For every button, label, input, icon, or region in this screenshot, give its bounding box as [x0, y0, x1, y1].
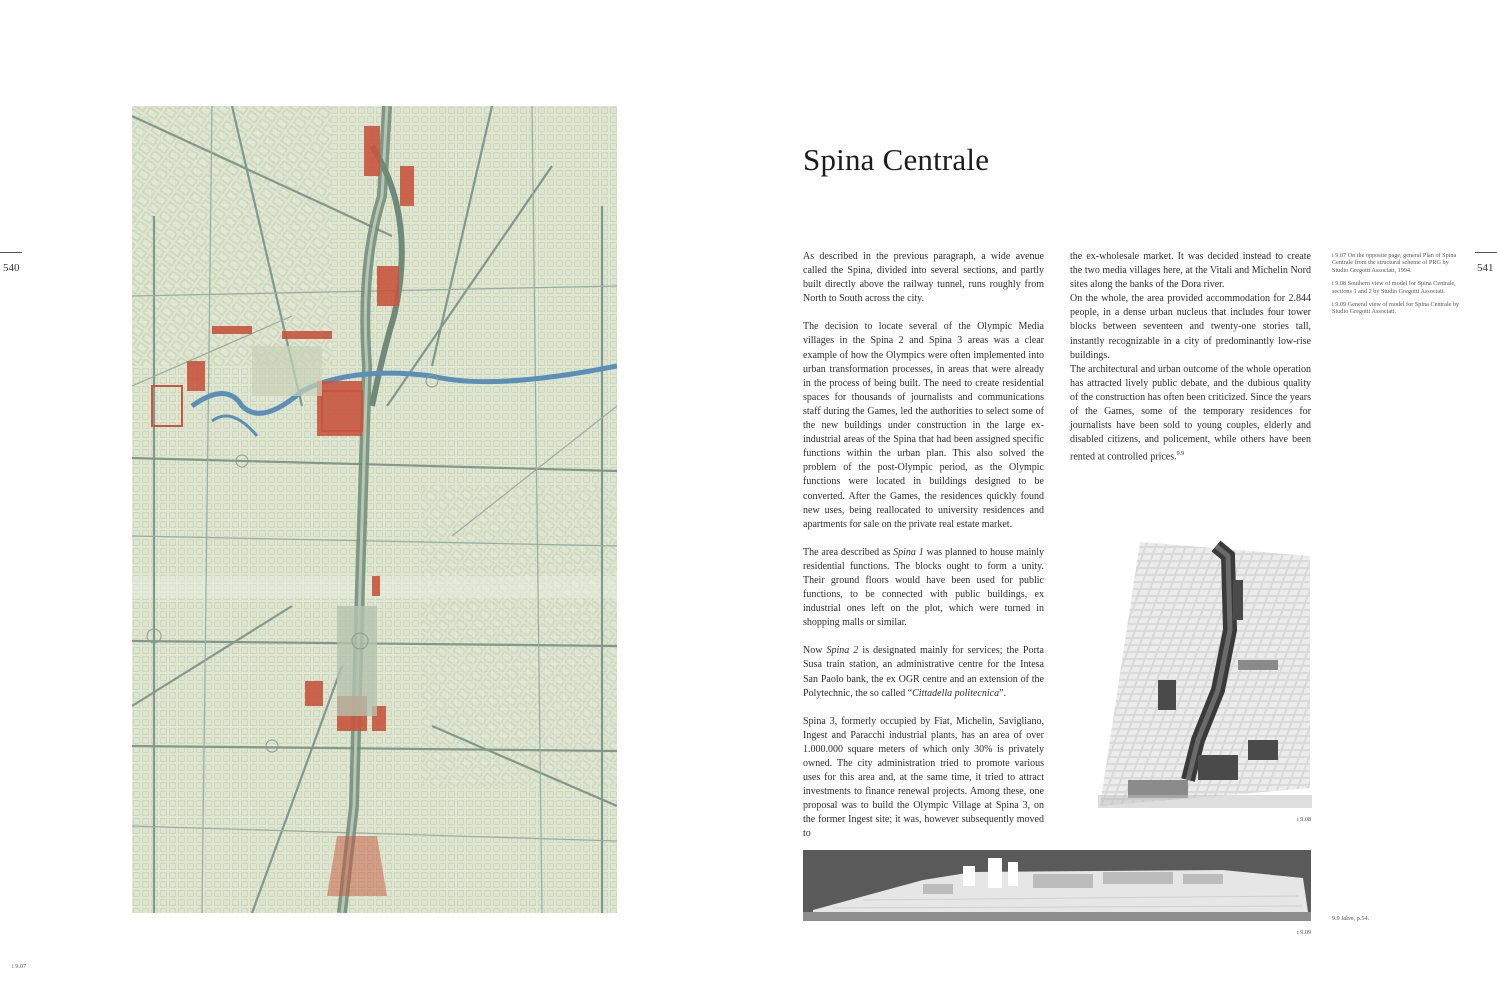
page-number-left: 540	[3, 262, 20, 274]
text-run: was planned to house mainly residential functions. The blocks ought to form a unity. Their ground floors would have been used for public functions, to be connected with public buildings, ex industrial ones left on the plot, which were turned in shopping malls or similar.	[803, 546, 1044, 629]
figure-captions	[1332, 252, 1462, 322]
text-run: ”.	[999, 687, 1007, 699]
model-general-view-figure	[803, 850, 1311, 921]
text-run: 9.9	[1332, 915, 1342, 922]
caption-i908: i 9.08 Southern view of model for Spina Centrale, sections 1 and 2 by Studio Gregotti Associati.	[1332, 280, 1456, 295]
paragraph-media-villages: the ex-wholesale market. It was decided instead to create the two media villages here, at the Vitali and Michelin Nord sites along the banks of the Dora river.	[1070, 251, 1311, 291]
page-title: Spina Centrale	[803, 142, 990, 177]
paragraph-spina-1	[803, 546, 1044, 631]
paragraph-outcome	[1070, 363, 1311, 465]
emphasis-spina-1: Spina 1	[893, 546, 924, 558]
text-run: Now	[803, 645, 827, 657]
text-column-2	[1070, 250, 1311, 465]
paragraph-olympic-media: The decision to locate several of the Olympic Media villages in the Spina 2 and Spina 3 areas was a clear example of how the Olympics were often implemented into urban transformation processes, in areas that were already in the process of being built. The need to create residential spaces for thousands of journalists and communications staff during the Games, led the authorities to select some of the new buildings under construction in the large ex-industrial areas of the Spina that had been assigned specific functions within the urban plan. This also solved the problem of the post-Olympic period, as the Olympic functions were located in buildings designed to be converted. After the Games, the residences quickly found new uses, being reallocated to university residences and apartments for sale on the private real estate market.	[803, 321, 1044, 530]
model-perspective-drawing	[1098, 540, 1312, 808]
emphasis-cittadella: Cittadella politecnica	[912, 687, 1000, 699]
caption-i907: i 9.07 On the opposite page, general Plan of Spina Centrale from the structural scheme of PRG by Studio Gregotti Associati, 1994.	[1332, 252, 1457, 274]
paragraph-spina-3: Spina 3, formerly occupied by Fiat, Michelin, Savigliano, Ingest and Paracchi industrial plants, has an area of over 1.000.000 square meters of which only 30% is privately owned. The city administration tried to promote various uses for this area and, at the same time, it tried to attract investments to finance renewal projects. Among these, one proposal was to build the Olympic Village at Spina 3, on the former Ingest site; it was, however subsequently moved to	[803, 715, 1044, 840]
model-southern-view-figure	[1098, 540, 1312, 808]
emphasis-idem: Idem	[1341, 915, 1354, 922]
right-edge-rule	[1475, 252, 1497, 253]
figure-label-i909: i 9.09	[1297, 929, 1312, 936]
text-run: is designated mainly for services; the Porta Susa train station, an administrative centre for the Intesa San Paolo bank, the ex OGR centre and an extension of the Polytechnic, the so called “	[803, 645, 1044, 699]
figure-label-i907: i 9.07	[12, 963, 27, 970]
figure-label-i908: i 9.08	[1297, 816, 1312, 823]
text-run: The architectural and urban outcome of the whole operation has attracted lively public debate, and the dubious quality of the construction has often been criticized. Since the years of the Games, some of the temporary residences for journalists have been sold to young couples, elderly and disabled citizens, and policement, while others have been rented at controlled prices.	[1070, 363, 1311, 463]
model-elevation-drawing	[803, 850, 1311, 921]
emphasis-spina-2: Spina 2	[826, 645, 859, 657]
text-column-1	[803, 250, 1044, 842]
spina-centrale-plan-map	[132, 106, 617, 913]
page-number-right: 541	[1477, 262, 1494, 274]
caption-i909: i 9.09 General view of model for Spina Centrale by Studio Gregotti Associati.	[1332, 301, 1460, 316]
paragraph-spina-intro: As described in the previous paragraph, a wide avenue called the Spina, divided into several sections, and partly built directly above the railway tunnel, runs roughly from North to South across the city.	[803, 251, 1044, 305]
paragraph-spina-2	[803, 644, 1044, 700]
city-map-drawing	[132, 106, 617, 913]
paragraph-accommodation: On the whole, the area provided accommodation for 2.844 people, in a dense urban nucleus that includes four tower blocks between seventeen and twenty-one stories tall, instantly recognizable in a city of predominantly low-rise buildings.	[1070, 293, 1311, 361]
text-run: , p.54.	[1353, 915, 1370, 922]
footnote-ref: 9.9	[1176, 451, 1185, 458]
left-edge-rule	[0, 252, 22, 253]
text-run: The area described as	[803, 546, 894, 558]
footnote-9-9	[1332, 915, 1369, 922]
